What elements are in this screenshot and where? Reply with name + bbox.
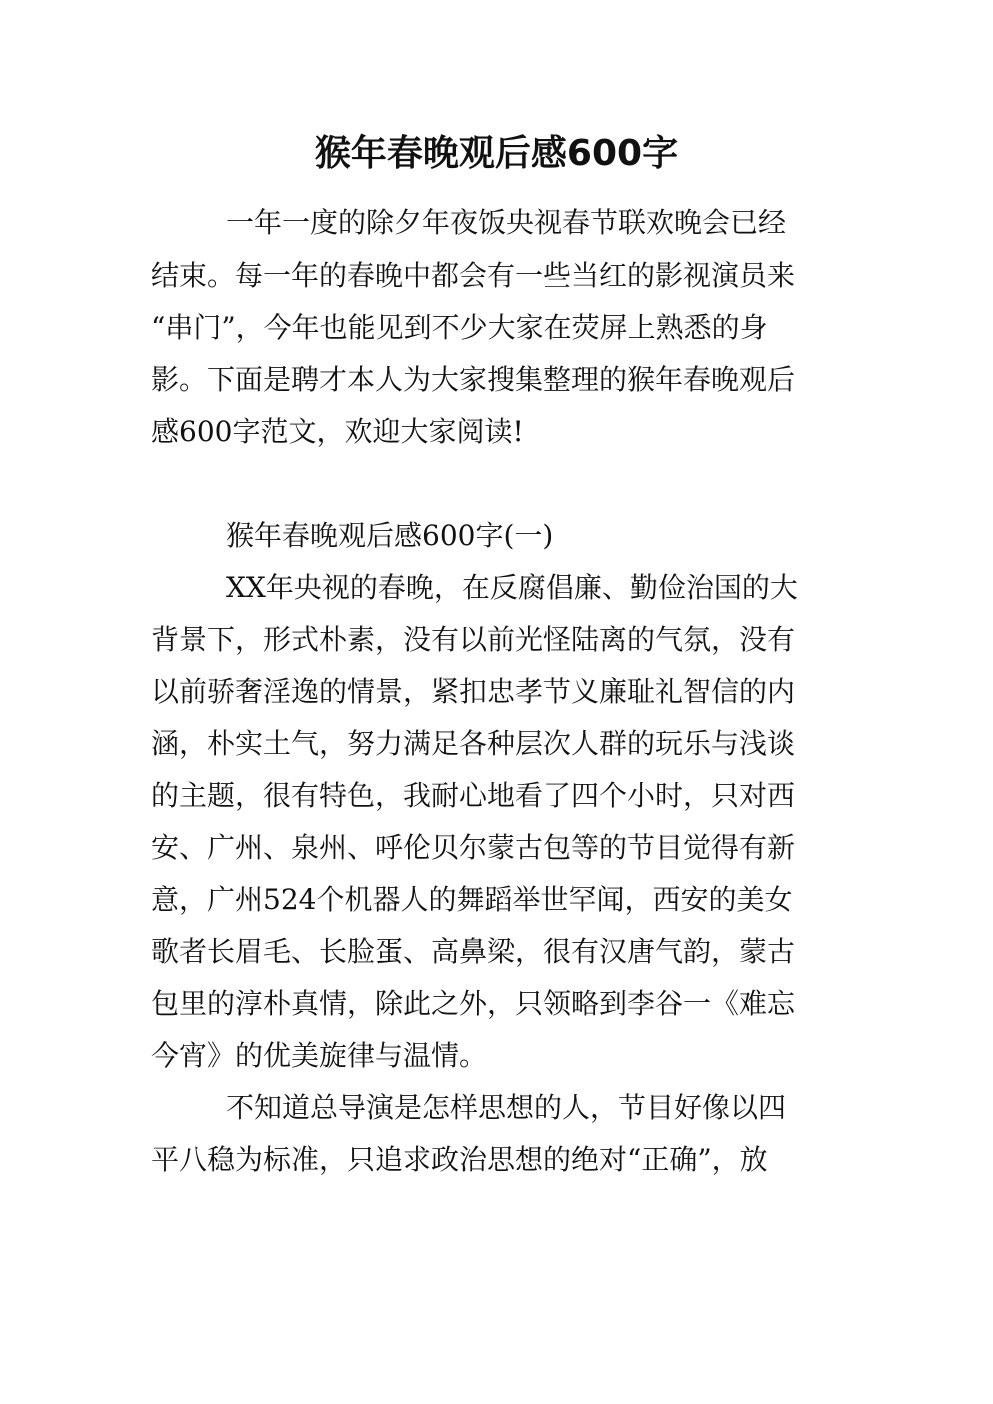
text-line: XX年央视的春晚，在反腐倡廉、勤俭治国的大 bbox=[226, 571, 798, 604]
text-line: 不知道总导演是怎样思想的人，节目好像以四 bbox=[226, 1091, 787, 1124]
text-line: 意，广州524个机器人的舞蹈举世罕闻，西安的美女 bbox=[151, 883, 793, 916]
section-heading: 猴年春晚观后感600字(一) bbox=[226, 519, 554, 552]
text-line: “串门”，今年也能见到不少大家在荧屏上熟悉的身 bbox=[151, 311, 768, 344]
text-line: 歌者长眉毛、长脸蛋、高鼻梁，很有汉唐气韵，蒙古 bbox=[151, 935, 796, 968]
text-line: 安、广州、泉州、呼伦贝尔蒙古包等的节目觉得有新 bbox=[151, 831, 796, 864]
text-line: 以前骄奢淫逸的情景，紧扣忠孝节义廉耻礼智信的内 bbox=[151, 675, 796, 708]
text-line: 结束。每一年的春晚中都会有一些当红的影视演员来 bbox=[151, 259, 796, 292]
text-line: 平八稳为标准，只追求政治思想的绝对“正确”，放 bbox=[151, 1143, 768, 1176]
text-line: 今宵》的优美旋律与温情。 bbox=[151, 1039, 488, 1072]
text-line: 包里的淳朴真情，除此之外，只领略到李谷一《难忘 bbox=[151, 987, 796, 1020]
text-line: 背景下，形式朴素，没有以前光怪陆离的气氛，没有 bbox=[151, 623, 796, 656]
text-line: 的主题，很有特色，我耐心地看了四个小时，只对西 bbox=[151, 779, 796, 812]
text-line: 涵，朴实土气，努力满足各种层次人群的玩乐与浅谈 bbox=[151, 727, 796, 760]
text-line: 感600字范文，欢迎大家阅读! bbox=[151, 415, 524, 448]
text-line: 影。下面是聘才本人为大家搜集整理的猴年春晚观后 bbox=[151, 363, 796, 396]
text-line: 一年一度的除夕年夜饭央视春节联欢晚会已经 bbox=[226, 206, 787, 239]
document-title: 猴年春晚观后感600字 bbox=[314, 133, 679, 174]
